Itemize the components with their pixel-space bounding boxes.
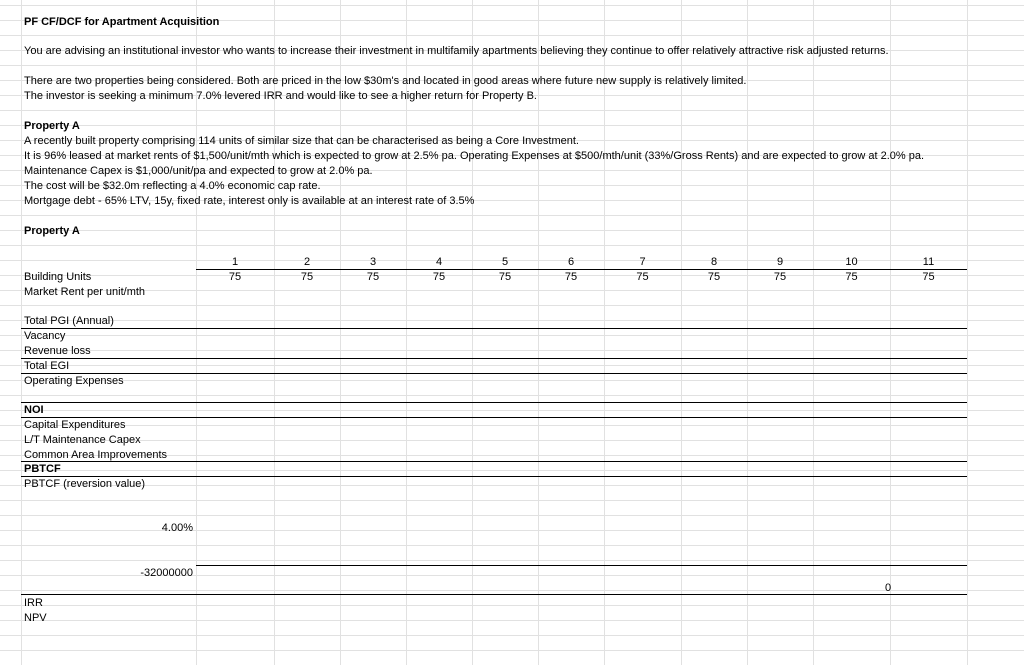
year-cell[interactable]: 4 <box>435 256 443 268</box>
property-a-line: Maintenance Capex is $1,000/unit/pa and expected to grow at 2.0% pa. <box>24 165 373 177</box>
row-label-revenue-loss: Revenue loss <box>24 345 91 357</box>
row-label-noi: NOI <box>24 404 44 416</box>
row-label-capex: Capital Expenditures <box>24 419 126 431</box>
units-cell[interactable]: 75 <box>636 271 649 283</box>
year-cell[interactable]: 11 <box>922 256 935 268</box>
units-cell[interactable]: 75 <box>845 271 858 283</box>
border-line <box>21 328 967 329</box>
sheet-title: PF CF/DCF for Apartment Acquisition <box>24 16 220 28</box>
year-cell[interactable]: 3 <box>369 256 377 268</box>
year-cell[interactable]: 2 <box>303 256 311 268</box>
property-a-line: It is 96% leased at market rents of $1,500/unit/mth which is expected to grow at 2.5% pa. Operating Expenses at $500/mth/unit (33%/Gross Rents) and are expected to grow at 2.0% pa. <box>24 150 925 162</box>
property-a-line: A recently built property comprising 114 units of similar size that can be characterised as being a Core Investment. <box>24 135 579 147</box>
units-cell[interactable]: 75 <box>707 271 721 283</box>
units-cell[interactable]: 75 <box>228 271 242 283</box>
border-line <box>21 594 967 595</box>
row-label-building-units: Building Units <box>24 271 92 283</box>
property-a-line: The cost will be $32.0m reflecting a 4.0% economic cap rate. <box>24 180 321 192</box>
row-label-lt-capex: L/T Maintenance Capex <box>24 434 141 446</box>
row-label-common-area: Common Area Improvements <box>24 449 168 461</box>
border-line <box>21 373 967 374</box>
units-cell[interactable]: 75 <box>922 271 935 283</box>
units-cell[interactable]: 75 <box>300 271 314 283</box>
row-label-total-pgi: Total PGI (Annual) <box>24 315 114 327</box>
col-gridline <box>21 0 22 665</box>
row-label-market-rent: Market Rent per unit/mth <box>24 286 146 298</box>
property-a-line: Mortgage debt - 65% LTV, 15y, fixed rate, interest only is available at an interest rate of 3.5% <box>24 195 475 207</box>
row-label-opex: Operating Expenses <box>24 375 124 387</box>
border-line <box>196 565 967 566</box>
col-gridline <box>967 0 968 665</box>
border-line <box>21 402 967 403</box>
border-line <box>21 417 967 418</box>
row-label-total-egi: Total EGI <box>24 360 70 372</box>
properties-text: There are two properties being considered. Both are priced in the low $30m's and located in good areas where future new supply is relatively limited. <box>24 75 747 87</box>
initial-cost-cell[interactable]: -32000000 <box>140 567 193 579</box>
cap-rate-cell[interactable]: 4.00% <box>161 522 193 534</box>
year-cell[interactable]: 6 <box>567 256 575 268</box>
row-label-pbtcf-reversion: PBTCF (reversion value) <box>24 478 146 490</box>
year-cell[interactable]: 1 <box>231 256 239 268</box>
units-cell[interactable]: 75 <box>366 271 380 283</box>
property-a-heading: Property A <box>24 120 80 132</box>
border-line <box>21 358 967 359</box>
terminal-value-cell[interactable]: 0 <box>884 582 892 594</box>
investor-text: The investor is seeking a minimum 7.0% levered IRR and would like to see a higher return for Property B. <box>24 90 537 102</box>
row-label-vacancy: Vacancy <box>24 330 66 342</box>
row-label-npv: NPV <box>24 612 47 624</box>
year-cell[interactable]: 9 <box>776 256 784 268</box>
year-cell[interactable]: 8 <box>710 256 718 268</box>
units-cell[interactable]: 75 <box>498 271 512 283</box>
year-cell[interactable]: 5 <box>501 256 509 268</box>
model-heading: Property A <box>24 225 80 237</box>
border-line <box>21 476 967 477</box>
row-label-irr: IRR <box>24 597 43 609</box>
year-cell[interactable]: 7 <box>639 256 646 268</box>
row-label-pbtcf: PBTCF <box>24 463 61 475</box>
units-cell[interactable]: 75 <box>432 271 446 283</box>
year-cell[interactable]: 10 <box>845 256 858 268</box>
border-line <box>21 461 967 462</box>
intro-text: You are advising an institutional investor who wants to increase their investment in multifamily apartments believing they continue to offer relatively attractive risk adjusted returns. <box>24 45 889 57</box>
units-cell[interactable]: 75 <box>773 271 787 283</box>
units-cell[interactable]: 75 <box>564 271 578 283</box>
